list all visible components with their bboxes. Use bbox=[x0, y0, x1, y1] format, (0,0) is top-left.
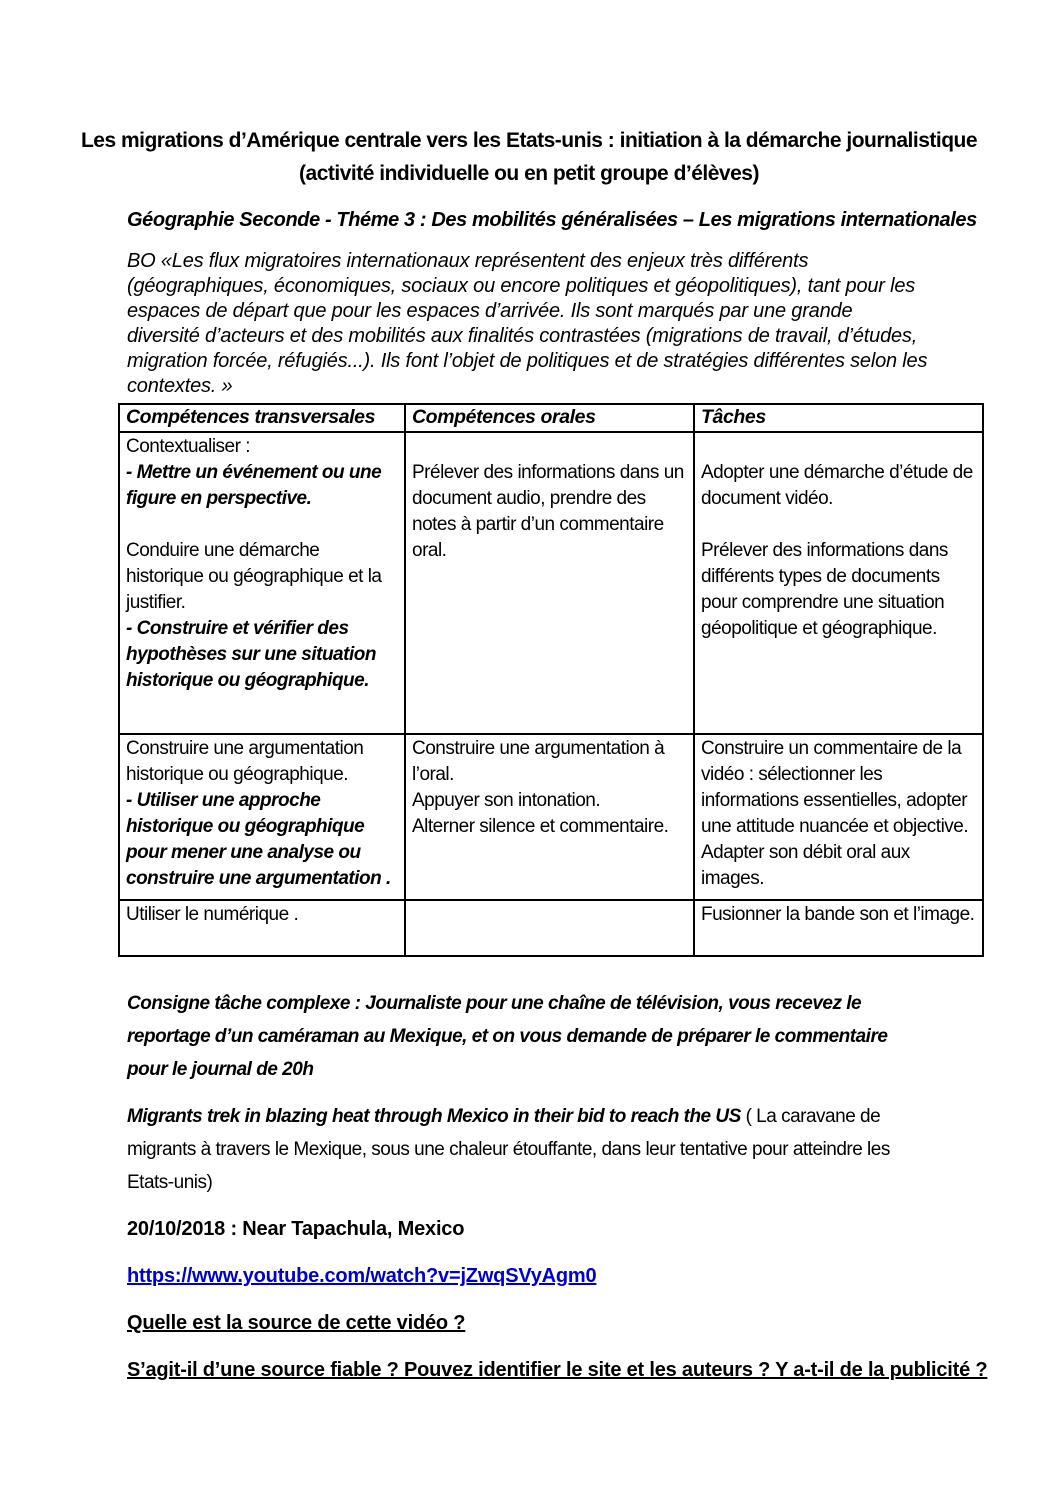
cell-blank-line bbox=[701, 434, 976, 460]
migrants-translation-french: ( La caravane de migrants à travers le Mexique, sous une chaleur étouffante, dans leur tentative pour atteindre les Etats-unis) bbox=[127, 1106, 890, 1193]
competences-table bbox=[118, 403, 984, 957]
table-row bbox=[119, 432, 983, 734]
table-cell bbox=[694, 900, 983, 956]
table-cell bbox=[119, 432, 405, 734]
cell-paragraph: Construire un commentaire de la vidéo : sélectionner les informations essentielles, adopter une attitude nuancée et objective. bbox=[701, 738, 969, 837]
document-title-line2: (activité individuelle ou en petit groupe d’élèves) bbox=[299, 162, 759, 185]
cell-paragraph: - Mettre un événement ou une figure en perspective. bbox=[126, 462, 382, 509]
cell-blank-line bbox=[412, 434, 687, 460]
table-cell bbox=[694, 734, 983, 900]
table-header bbox=[119, 404, 983, 432]
question-2: S’agit-il d’une source fiable ? Pouvez identifier le site et les auteurs ? Y a-t-il de la publicité ? bbox=[127, 1359, 988, 1381]
table-cell bbox=[405, 734, 694, 900]
column-header-competences-orales: Compétences orales bbox=[405, 404, 694, 432]
cell-paragraph: Conduire une démarche historique ou géographique et la justifier. bbox=[126, 540, 382, 613]
cell-paragraph: Adopter une démarche d’étude de document vidéo. bbox=[701, 462, 973, 509]
cell-paragraph: Fusionner la bande son et l’image. bbox=[701, 904, 975, 925]
document-title bbox=[0, 124, 1058, 190]
table-cell bbox=[694, 432, 983, 734]
cell-paragraph: - Construire et vérifier des hypothèses sur une situation historique ou géographique. bbox=[126, 618, 376, 691]
table-header-row bbox=[119, 404, 983, 432]
document-title-line1: Les migrations d’Amérique centrale vers les Etats-unis : initiation à la démarche journalistique bbox=[80, 129, 978, 152]
column-header-competences-transversales: Compétences transversales bbox=[119, 404, 405, 432]
cell-paragraph: - Utiliser une approche historique ou géographique pour mener une analyse ou construire une argumentation . bbox=[126, 790, 391, 889]
video-link[interactable]: https://www.youtube.com/watch?v=jZwqSVyAgm0 bbox=[127, 1265, 597, 1287]
date-location-line: 20/10/2018 : Near Tapachula, Mexico bbox=[127, 1218, 465, 1240]
migrants-title-english: Migrants trek in blazing heat through Mexico in their bid to reach the US bbox=[127, 1106, 741, 1127]
question-1: Quelle est la source de cette vidéo ? bbox=[127, 1312, 466, 1334]
table-cell bbox=[119, 900, 405, 956]
cell-paragraph: Prélever des informations dans un document audio, prendre des notes à partir d’un commentaire oral. bbox=[412, 462, 684, 561]
migrants-paragraph bbox=[127, 1100, 930, 1199]
cell-blank-line bbox=[126, 512, 398, 538]
cell-blank-line bbox=[701, 512, 976, 538]
table-row bbox=[119, 900, 983, 956]
bo-quote-paragraph: BO «Les flux migratoires internationaux représentent des enjeux très différents (géographiques, économiques, sociaux ou encore politiques et géopolitiques), tant pour les espaces de départ que pour les espaces d’arrivée. Ils sont marqués par une grande diversité d’acteurs et des mobilités aux finalités contrastées (migrations de travail, d’études, migration forcée, réfugiés...). Ils font l’objet de politiques et de stratégies différentes selon les contextes. » bbox=[127, 250, 928, 397]
consigne-paragraph: Consigne tâche complexe : Journaliste pour une chaîne de télévision, vous recevez le reportage d’un caméraman au Mexique, et on vous demande de préparer le commentaire pour le journal de 20h bbox=[127, 993, 888, 1080]
cell-paragraph: Utiliser le numérique . bbox=[126, 904, 299, 925]
table-cell bbox=[405, 900, 694, 956]
video-link-paragraph bbox=[127, 1260, 930, 1293]
table-row bbox=[119, 734, 983, 900]
column-header-taches: Tâches bbox=[694, 404, 983, 432]
table-cell bbox=[119, 734, 405, 900]
cell-paragraph: Construire une argumentation historique ou géographique. bbox=[126, 738, 364, 785]
document-subtitle: Géographie Seconde - Théme 3 : Des mobilités généralisées – Les migrations internationales bbox=[127, 209, 977, 231]
cell-paragraph: Adapter son débit oral aux images. bbox=[701, 842, 910, 889]
cell-paragraph: Construire une argumentation à l’oral. bbox=[412, 738, 665, 785]
cell-paragraph: Alterner silence et commentaire. bbox=[412, 816, 669, 837]
cell-paragraph: Contextualiser : bbox=[126, 436, 251, 457]
table-cell bbox=[405, 432, 694, 734]
cell-paragraph: Appuyer son intonation. bbox=[412, 790, 601, 811]
cell-paragraph: Prélever des informations dans différents types de documents pour comprendre une situation géopolitique et géographique. bbox=[701, 540, 948, 639]
table-body bbox=[119, 432, 983, 956]
